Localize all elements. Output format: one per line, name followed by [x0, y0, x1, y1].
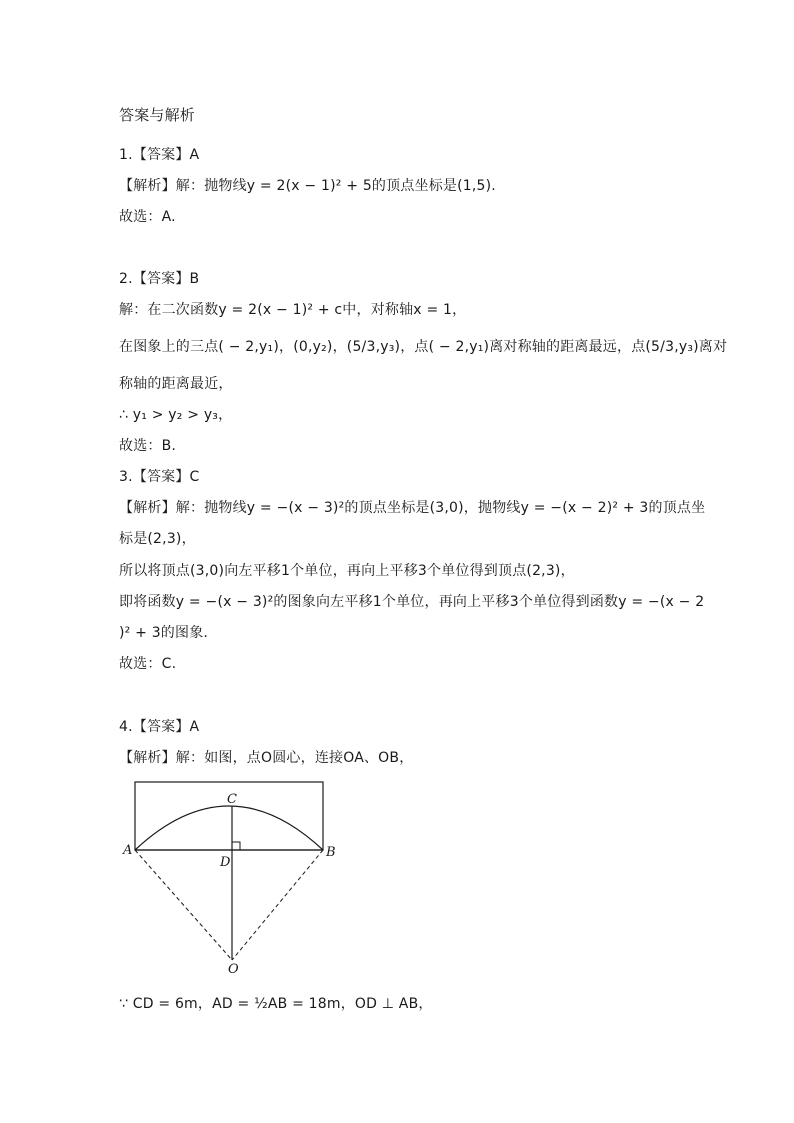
answer-3-line-2: 标是(2,3)，	[119, 531, 196, 547]
dashed-ob	[232, 850, 323, 960]
answer-3-choice: 故选：C.	[119, 656, 177, 672]
answer-3-line-5: )² + 3的图象.	[119, 625, 209, 641]
answer-4-line-2: ∵ CD = 6m，AD = ½AB = 18m，OD ⊥ AB，	[119, 996, 433, 1012]
answer-3-heading: 3.【答案】C	[119, 469, 200, 485]
label-d: D	[220, 855, 231, 870]
answer-2-heading: 2.【答案】B	[119, 271, 200, 287]
geometry-figure	[115, 776, 335, 976]
dashed-oa	[135, 850, 232, 960]
answer-3-line-1: 【解析】解：抛物线y = −(x − 3)²的顶点坐标是(3,0)，抛物线y = −(x − 2)² + 3的顶点坐	[119, 500, 706, 516]
answer-3-line-3: 所以将顶点(3,0)向左平移1个单位，再向上平移3个单位得到顶点(2,3)，	[119, 563, 575, 579]
answer-1-explanation: 【解析】解：抛物线y = 2(x − 1)² + 5的顶点坐标是(1,5).	[119, 178, 496, 194]
answer-4-line-1: 【解析】解：如图，点O圆心，连接OA、OB，	[119, 750, 414, 766]
section-title: 答案与解析	[119, 106, 196, 124]
answer-2-line-3: 称轴的距离最近，	[119, 376, 233, 392]
label-b: B	[326, 845, 336, 860]
answer-2-line-1: 解：在二次函数y = 2(x − 1)² + c中，对称轴x = 1，	[119, 302, 467, 318]
answer-2-line-2: 在图象上的三点( − 2,y₁)，(0,y₂)，(5/3,y₃)，点( − 2,y₁)离对称轴的距离最远，点(5/3,y₃)离对	[119, 339, 728, 355]
right-angle-mark	[232, 842, 240, 850]
label-a: A	[123, 843, 133, 858]
answer-1-choice: 故选：A.	[119, 209, 176, 225]
label-o: O	[228, 962, 239, 977]
answer-1-heading: 1.【答案】A	[119, 147, 200, 163]
arc-acb	[135, 806, 323, 850]
answer-2-conclusion: ∴ y₁ > y₂ > y₃，	[119, 407, 233, 423]
answer-3-line-4: 即将函数y = −(x − 3)²的图象向左平移1个单位，再向上平移3个单位得到函数y = −(x − 2	[119, 594, 705, 610]
answer-2-choice: 故选：B.	[119, 438, 177, 454]
answer-4-heading: 4.【答案】A	[119, 719, 200, 735]
label-c: C	[227, 792, 237, 807]
